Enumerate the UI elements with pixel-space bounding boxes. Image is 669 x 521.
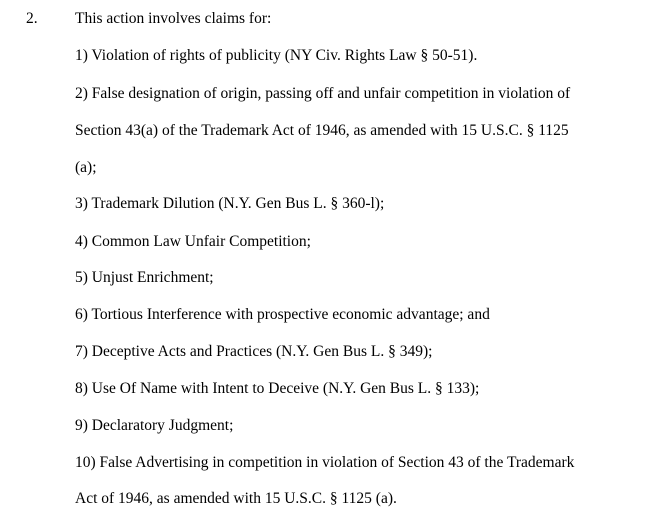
claim-line-11: 9) Declaratory Judgment; bbox=[75, 417, 234, 434]
claim-line-7: 5) Unjust Enrichment; bbox=[75, 269, 214, 286]
claim-line-8: 6) Tortious Interference with prospective economic advantage; and bbox=[75, 306, 490, 323]
claim-line-6: 4) Common Law Unfair Competition; bbox=[75, 233, 311, 250]
claim-line-3: Section 43(a) of the Trademark Act of 1946, as amended with 15 U.S.C. § 1125 bbox=[75, 122, 569, 139]
claim-line-13: Act of 1946, as amended with 15 U.S.C. § 1125 (a). bbox=[75, 490, 397, 507]
claim-line-12: 10) False Advertising in competition in violation of Section 43 of the Trademark bbox=[75, 454, 575, 471]
paragraph-intro: This action involves claims for: bbox=[75, 10, 272, 27]
claim-line-4: (a); bbox=[75, 159, 97, 176]
claim-line-5: 3) Trademark Dilution (N.Y. Gen Bus L. § 360-l); bbox=[75, 195, 385, 212]
claim-line-1: 1) Violation of rights of publicity (NY Civ. Rights Law § 50-51). bbox=[75, 47, 478, 64]
paragraph-number: 2. bbox=[26, 10, 38, 27]
claim-line-9: 7) Deceptive Acts and Practices (N.Y. Gen Bus L. § 349); bbox=[75, 343, 433, 360]
claim-line-2: 2) False designation of origin, passing off and unfair competition in violation of bbox=[75, 85, 571, 102]
claim-line-10: 8) Use Of Name with Intent to Deceive (N.Y. Gen Bus L. § 133); bbox=[75, 380, 480, 397]
